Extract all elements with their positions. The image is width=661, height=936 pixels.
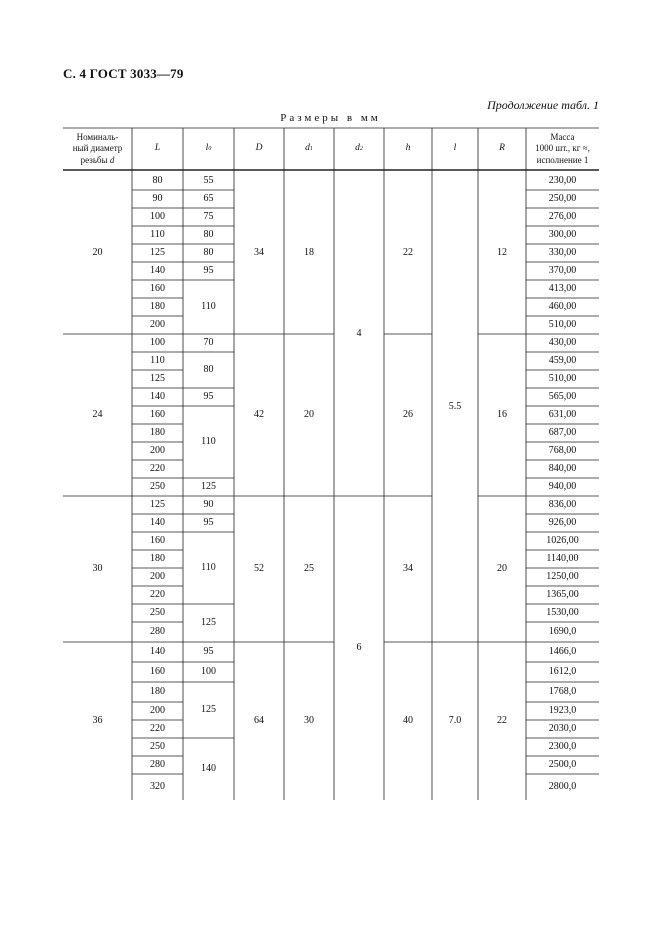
cell-L: 125 [150,499,165,510]
cell-mass: 276,00 [548,211,577,222]
cell-L: 250 [150,741,165,752]
cell-mass: 430,00 [548,337,577,348]
cell-L: 160 [150,535,165,546]
cell-mass: 631,00 [548,409,577,420]
header-D: D [255,143,263,154]
cell-mass: 687,00 [548,427,577,438]
cell-mass: 836,00 [548,499,577,510]
cell-l0: 80 [203,229,214,240]
cell-D: 34 [254,247,264,258]
header-d1: d 1 [305,143,313,154]
cell-l0: 80 [203,247,214,258]
cell-d1: 25 [304,563,314,574]
cell-h: 34 [403,563,413,574]
cell-l0: 90 [203,499,214,510]
cell-l0: 95 [203,517,214,528]
cell-L: 200 [150,319,165,330]
cell-L: 220 [150,723,165,734]
cell-l0: 125 [201,481,216,492]
cell-R: 20 [497,563,507,574]
cell-mass: 250,00 [548,193,577,204]
cell-mass: 1140,00 [546,553,579,564]
cell-D: 42 [254,409,264,420]
cell-L: 160 [150,666,165,677]
cell-L: 125 [150,247,165,258]
cell-mass: 1026,00 [546,535,579,546]
cell-L: 200 [150,445,165,456]
cell-l0: 110 [201,436,216,447]
cell-L: 200 [150,571,165,582]
cell-nominal-diameter: 20 [92,247,103,258]
header-l0: l 0 [205,143,212,154]
cell-l0: 80 [203,364,214,375]
cell-D: 64 [254,715,264,726]
cell-mass: 2800,0 [548,781,577,792]
cell-mass: 460,00 [548,301,577,312]
cell-R: 22 [497,715,507,726]
cell-h: 22 [403,247,413,258]
cell-L: 250 [150,607,165,618]
table-continuation-note: Продолжение табл. 1 [487,98,599,112]
units-caption: Размеры в мм [280,112,381,124]
cell-mass: 1530,00 [546,607,579,618]
cell-l0: 95 [203,265,214,276]
cell-mass: 413,00 [548,283,577,294]
cell-L: 180 [150,686,165,697]
cell-mass: 840,00 [548,463,577,474]
cell-mass: 300,00 [548,229,577,240]
cell-l0: 75 [203,211,214,222]
cell-L: 160 [150,409,165,420]
cell-nominal-diameter: 24 [92,409,103,420]
cell-L: 110 [150,229,165,240]
cell-l0: 95 [203,646,214,657]
cell-mass: 1690,0 [548,626,577,637]
cell-d2: 4 [356,328,362,339]
header-R: R [499,143,505,154]
cell-L: 110 [150,355,165,366]
cell-mass: 1365,00 [546,589,579,600]
cell-mass: 565,00 [548,391,577,402]
cell-l: 5.5 [448,401,462,412]
cell-mass: 1250,00 [546,571,579,582]
cell-L: 160 [150,283,165,294]
cell-L: 200 [150,705,165,716]
cell-mass: 1923,0 [548,705,577,716]
cell-L: 180 [150,301,165,312]
cell-l0: 55 [203,175,214,186]
cell-d1: 18 [304,247,314,258]
cell-l0: 65 [203,193,214,204]
cell-L: 140 [150,646,165,657]
cell-h: 40 [403,715,413,726]
header-d2: d 2 [355,143,363,154]
cell-mass: 1612,0 [548,666,577,677]
cell-l0: 95 [203,391,214,402]
cell-L: 280 [150,759,165,770]
cell-L: 320 [150,781,165,792]
cell-L: 220 [150,589,165,600]
page-title: С. 4 ГОСТ 3033—79 [63,66,184,81]
cell-mass: 926,00 [548,517,577,528]
cell-mass: 510,00 [548,373,577,384]
cell-L: 140 [150,517,165,528]
cell-d1: 20 [304,409,314,420]
cell-mass: 2300,0 [548,741,577,752]
cell-l0: 125 [201,617,216,628]
cell-L: 180 [150,553,165,564]
cell-L: 140 [150,265,165,276]
header-h: h [405,143,411,154]
cell-L: 280 [150,626,165,637]
header-mass: Масса 1000 шт., кг ≈, исполнение 1 [535,132,590,165]
cell-mass: 230,00 [548,175,577,186]
cell-mass: 330,00 [548,247,577,258]
cell-l0: 110 [201,562,216,573]
cell-R: 12 [497,247,507,258]
cell-L: 140 [150,391,165,402]
cell-L: 125 [150,373,165,384]
cell-l0: 70 [203,337,214,348]
header-L: L [154,143,161,154]
cell-l0: 125 [201,704,216,715]
cell-L: 220 [150,463,165,474]
cell-l0: 100 [201,666,216,677]
cell-nominal-diameter: 36 [92,715,103,726]
cell-L: 100 [150,211,165,222]
cell-l0: 110 [201,301,216,312]
cell-mass: 940,00 [548,481,577,492]
cell-L: 250 [150,481,165,492]
cell-mass: 2500,0 [548,759,577,770]
cell-nominal-diameter: 30 [92,563,103,574]
header-l: l [453,143,457,154]
cell-mass: 370,00 [548,265,577,276]
cell-L: 80 [152,175,163,186]
cell-L: 180 [150,427,165,438]
cell-R: 16 [497,409,507,420]
cell-mass: 2030,0 [548,723,577,734]
cell-l: 7.0 [448,715,462,726]
cell-mass: 1768,0 [548,686,577,697]
cell-mass: 1466,0 [548,646,577,657]
cell-L: 90 [152,193,163,204]
cell-d1: 30 [304,715,314,726]
cell-L: 100 [150,337,165,348]
cell-mass: 768,00 [548,445,577,456]
cell-D: 52 [254,563,264,574]
cell-mass: 510,00 [548,319,577,330]
cell-h: 26 [403,409,413,420]
header-nominal-diameter: Номиналь- ный диаметр резьбы d [72,132,123,165]
cell-l0: 140 [201,763,216,774]
cell-d2: 6 [356,642,362,653]
cell-mass: 459,00 [548,355,577,366]
